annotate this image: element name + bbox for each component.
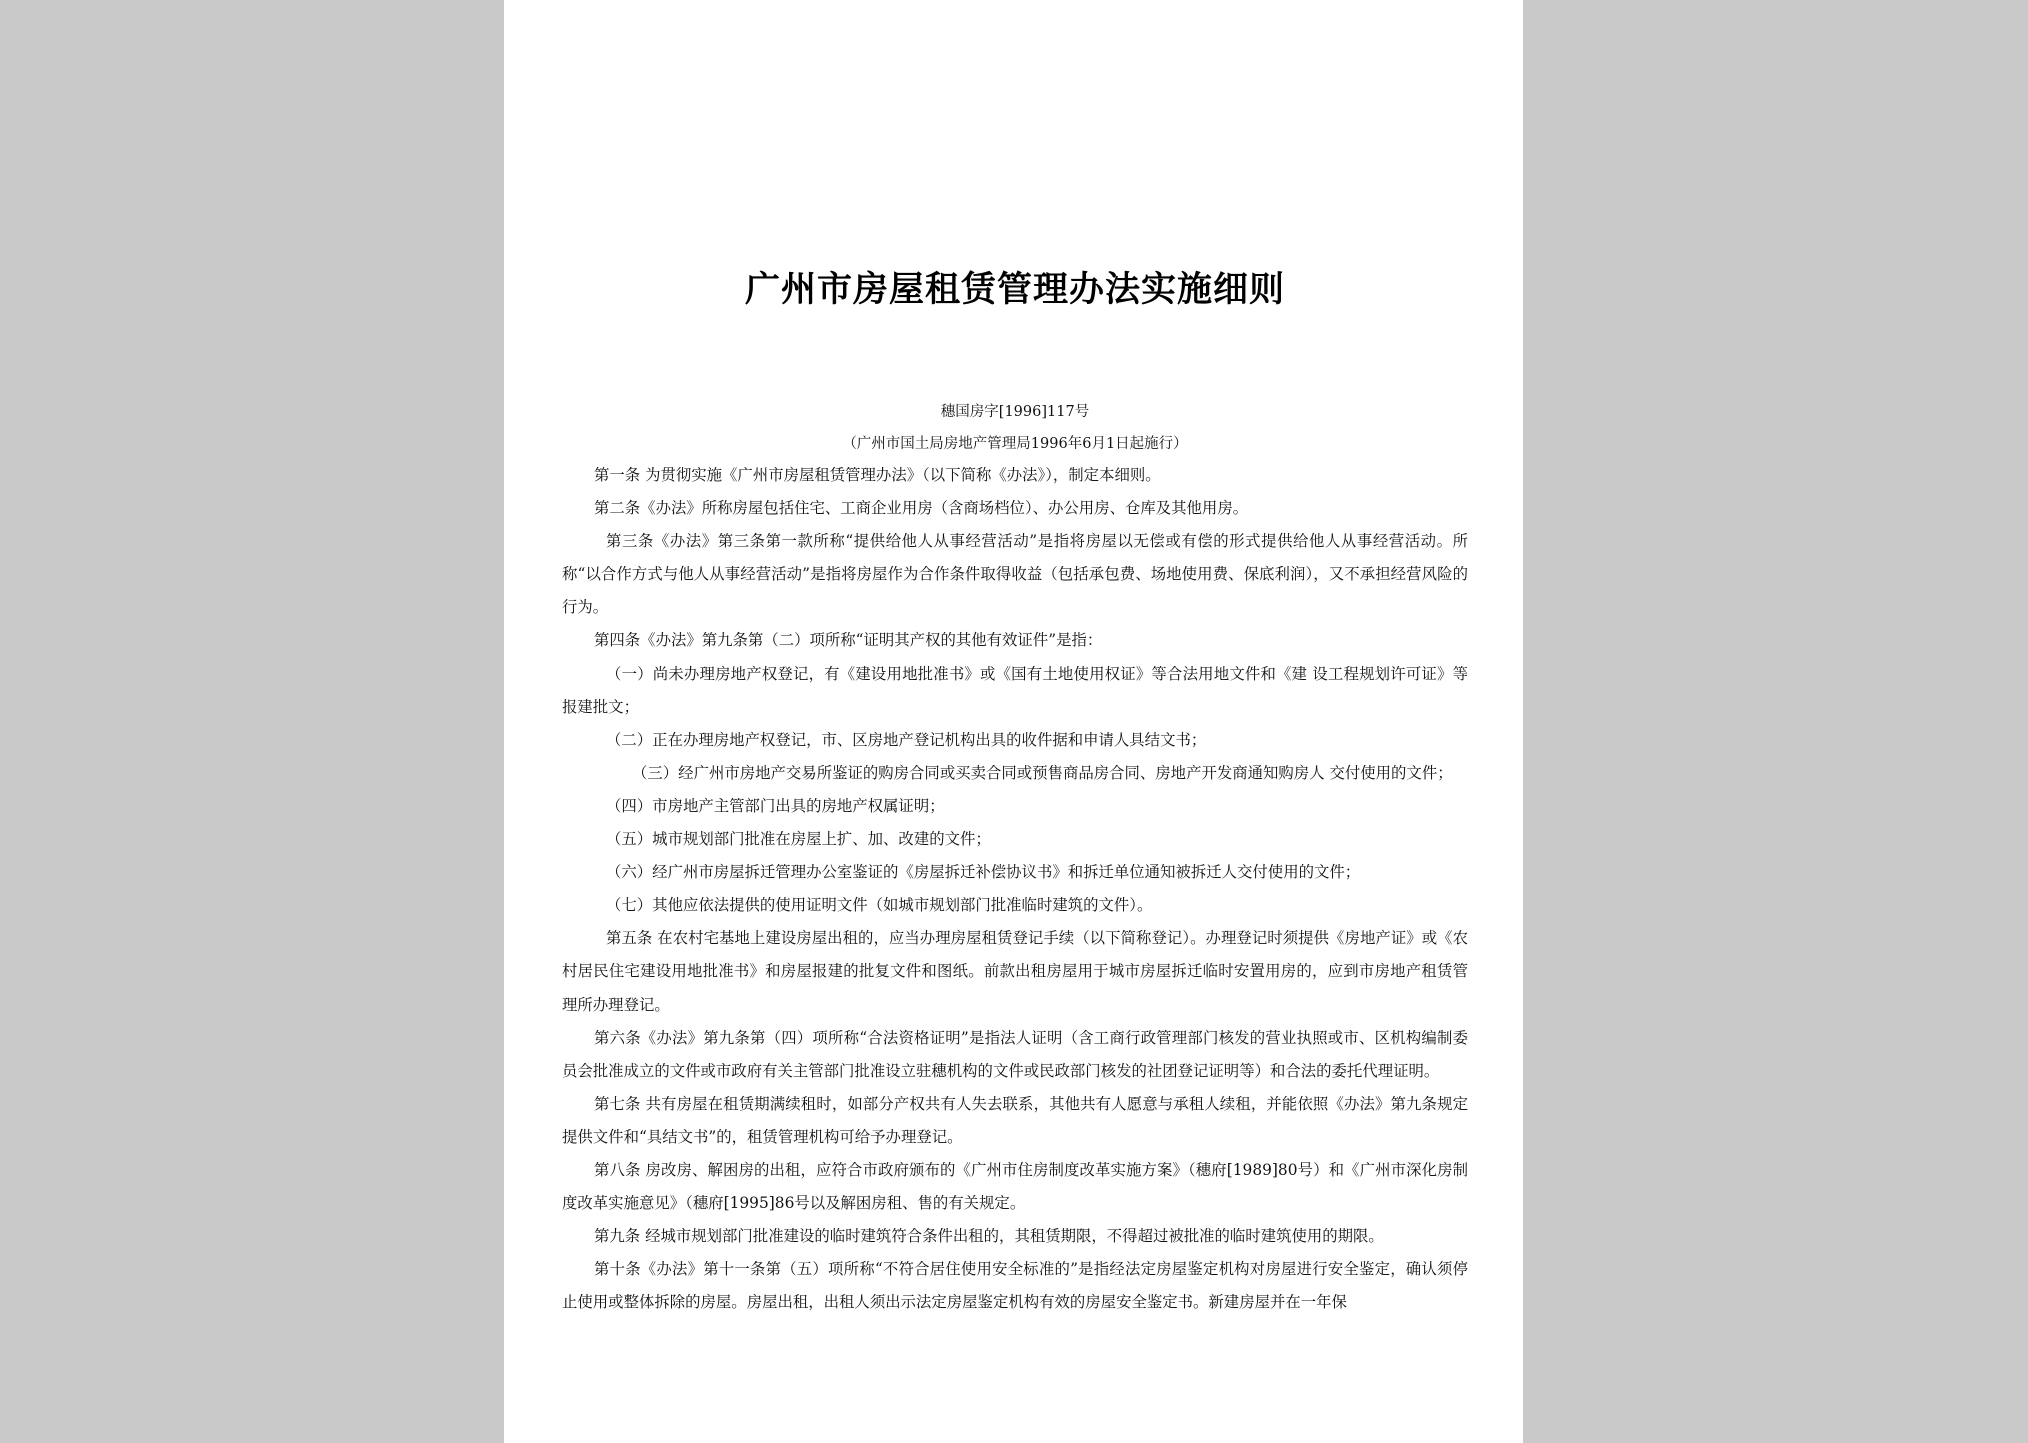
- article-4-item-1: （一）尚未办理房地产权登记，有《建设用地批准书》或《国有土地使用权证》等合法用地文件和《建 设工程规划许可证》等报建批文；: [562, 664, 1468, 716]
- article-4-item-2: （二）正在办理房地产权登记，市、区房地产登记机构出具的收件据和申请人具结文书；: [606, 730, 1207, 749]
- article-6: 第六条《办法》第九条第（四）项所称“合法资格证明”是指法人证明（含工商行政管理部门核发的营业执照或市、区机构编制委员会批准成立的文件或市政府有关主管部门批准设立驻穗机构的文件或民政部门核发的社团登记证明等）和合法的委托代理证明。: [562, 1028, 1468, 1080]
- article-4-item-4: （四）市房地产主管部门出具的房地产权属证明；: [606, 796, 945, 815]
- article-8: 第八条 房改房、解困房的出租，应符合市政府颁布的《广州市住房制度改革实施方案》（穗府[1989]80号）和《广州市深化房制度改革实施意见》（穗府[1995]86号以及解困房租、售的有关规定。: [562, 1160, 1468, 1213]
- effective-date-note: （广州市国土局房地产管理局1996年6月1日起施行）: [842, 436, 1188, 452]
- article-4-item-6: （六）经广州市房屋拆迁管理办公室鉴证的《房屋拆迁补偿协议书》和拆迁单位通知被拆迁人交付使用的文件；: [606, 863, 1361, 882]
- article-3: 第三条《办法》第三条第一款所称“提供给他人从事经营活动”是指将房屋以无偿或有偿的形式提供给他人从事经营活动。所称“以合作方式与他人从事经营活动”是指将房屋作为合作条件取得收益（包括承包费、场地使用费、保底利润），又不承担经营风险的行为。: [562, 532, 1468, 617]
- article-4: 第四条《办法》第九条第（二）项所称“证明其产权的其他有效证件”是指：: [594, 631, 1103, 650]
- article-2: 第二条《办法》所称房屋包括住宅、工商企业用房（含商场档位）、办公用房、仓库及其他用房。: [594, 499, 1249, 518]
- document-page: [504, 0, 1523, 1443]
- document-title: 广州市房屋租赁管理办法实施细则: [744, 270, 1285, 310]
- article-5: 第五条 在农村宅基地上建设房屋出租的，应当办理房屋租赁登记手续（以下简称登记）。办理登记时须提供《房地产证》或《农村居民住宅建设用地批准书》和房屋报建的批复文件和图纸。前款出租房屋用于城市房屋拆迁临时安置用房的，应到市房地产租赁管理所办理登记。: [562, 929, 1468, 1014]
- article-10: 第十条《办法》第十一条第（五）项所称“不符合居住使用安全标准的”是指经法定房屋鉴定机构对房屋进行安全鉴定，确认须停止使用或整体拆除的房屋。房屋出租，出租人须出示法定房屋鉴定机构有效的房屋安全鉴定书。新建房屋并在一年保: [562, 1260, 1468, 1312]
- article-7: 第七条 共有房屋在租赁期满续租时，如部分产权共有人失去联系，其他共有人愿意与承租人续租，并能依照《办法》第九条规定提供文件和“具结文书”的，租赁管理机构可给予办理登记。: [562, 1094, 1468, 1146]
- article-4-item-7: （七）其他应依法提供的使用证明文件（如城市规划部门批准临时建筑的文件）。: [606, 896, 1153, 915]
- document-body: [562, 459, 1468, 1319]
- article-4-item-5: （五）城市规划部门批准在房屋上扩、加、改建的文件；: [606, 830, 991, 849]
- article-4-item-3: （三）经广州市房地产交易所鉴证的购房合同或买卖合同或预售商品房合同、房地产开发商通知购房人 交付使用的文件；: [632, 763, 1453, 782]
- article-1: 第一条 为贯彻实施《广州市房屋租赁管理办法》（以下简称《办法》），制定本细则。: [594, 466, 1161, 484]
- article-9: 第九条 经城市规划部门批准建设的临时建筑符合条件出租的，其租赁期限，不得超过被批准的临时建筑使用的期限。: [594, 1227, 1384, 1246]
- document-number: 穗国房字[1996]117号: [940, 404, 1090, 420]
